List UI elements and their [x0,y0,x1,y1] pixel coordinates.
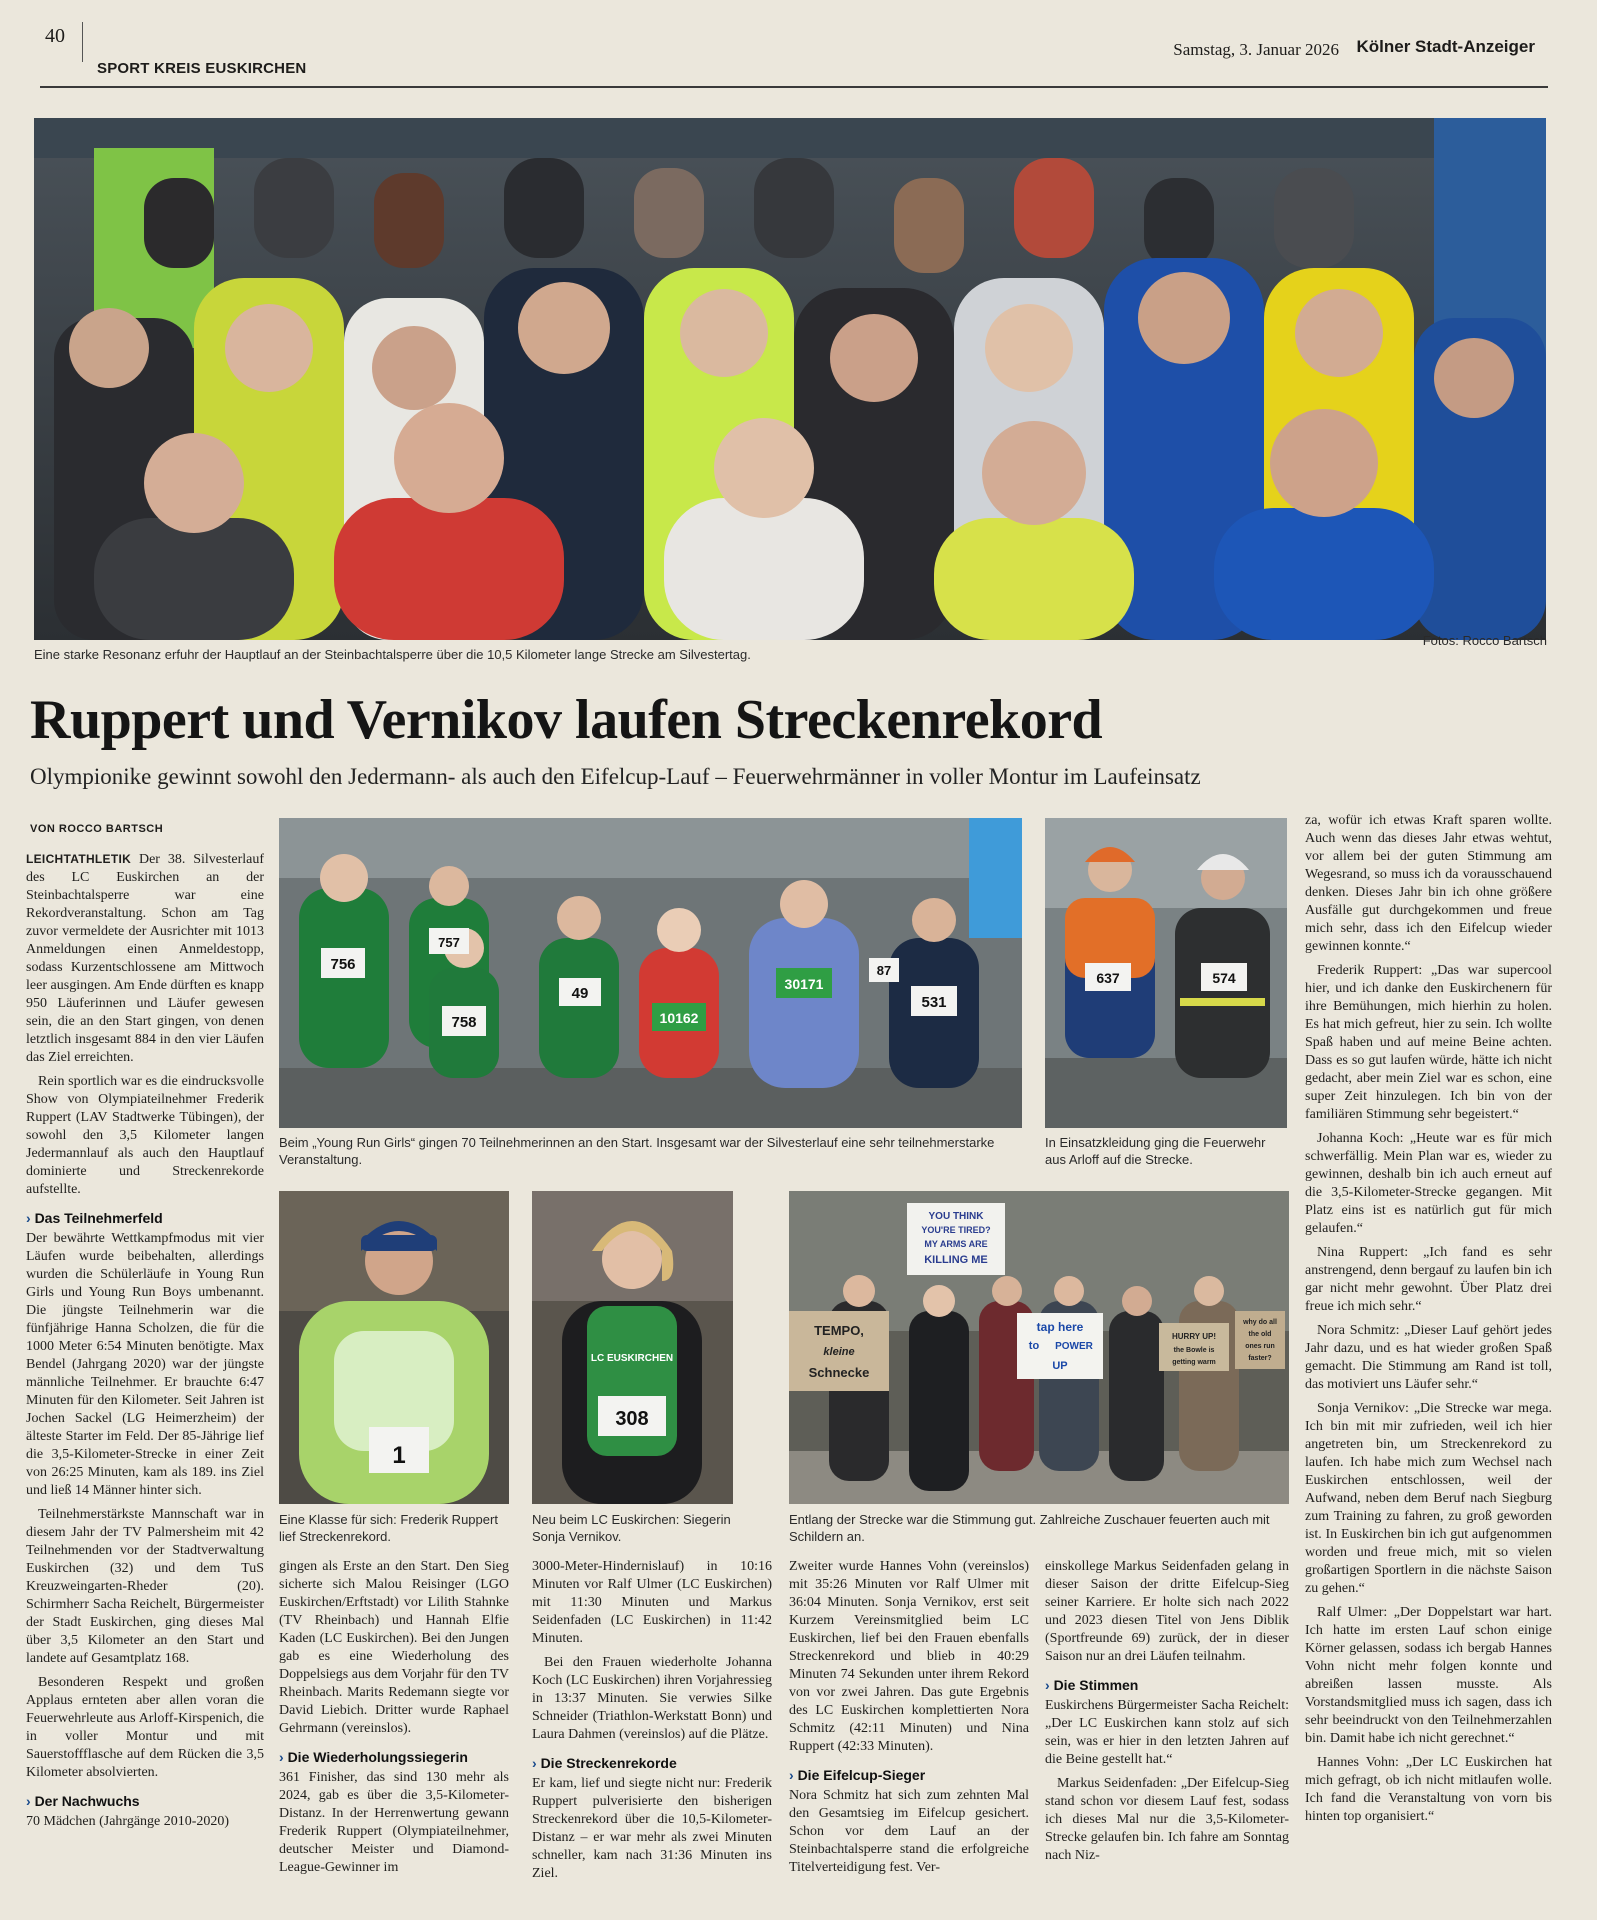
paragraph: Der bewährte Wettkampfmodus mit vier Läufen wurde beibehalten, allerdings wurden die Schülerläufe in Young Run Girls und Young Run Boys umbenannt. Die jüngste Teilnehmerin war die fünfjährige Hanna Scholzen, die für die 1000 Meter 6:54 Minuten benötigte. Max Bendel (Jahrgang 2020) war der jüngste männliche Teilnehmer. Er brauchte 6:47 Minuten für den Kilometer. Seit Jahren ist Jochen Sackel (LG Heimerzheim) der älteste Starter im Feld. Der 85-Jährige lief die 3,5-Kilometer-Strecke in einer Zeit von 26:25 Minuten, kam als 189. ins Ziel und ließ 14 Männer hinter sich. [26,1231,264,1498]
subheadline: Olympionike gewinnt sowohl den Jedermann- als auch den Eifelcup-Lauf – Feuerwehrmänner in voller Montur im Laufeinsatz [30,764,1201,789]
lead-text: Der 38. Silvesterlauf des LC Euskirchen an der Steinbachtalsperre war eine Rekordveranstaltung. Schon am Tag zuvor vermeldete der Ausrichter mit 1013 Anmeldungen einen Anmeldestopp, sodass Kurzentschlossene am Mittwoch leer ausgingen. Am Ende dürften es knapp 950 Läuferinnen und Läufer gewesen sein, die an den Start gingen, von denen letztlich insgesamt 884 in den vier Läufen das Ziel erreichten. [26,852,264,1065]
photo-frederik-ruppert [279,1191,509,1504]
sign5-line3: ones run [1245,1343,1275,1350]
bib-574: 574 [1212,970,1236,986]
sign5-line1: why do all [1243,1319,1277,1326]
paragraph: gingen als Erste an den Start. Den Sieg sicherte sich Malou Reisinger (LGO Euskirchen/Erftstadt) vor Lilith Stahnke (TV Rheinbach) und Hannah Elfie Kaden (LC Euskirchen). Bei den Jungen gab es eine Wiederholung des Doppelsiegs aus dem Vorjahr für den TV Rheinbach. Marits Redemann siegte vor David Liebich. Dritter wurde Raphael Gehrmann (vereinslos). [279,1559,509,1736]
sign5-line2: the old [1248,1331,1272,1338]
column-4 [789,1558,1029,1908]
bib-758: 758 [451,1014,477,1031]
paragraph: Markus Seidenfaden: „Der Eifelcup-Sieg stand schon vor diesem Lauf fest, sodass ich dieses Mal nur die 3,5-Kilometer-Strecke gelaufen bin. Ich fahre am Sonntag nach Niz- [1045,1776,1289,1863]
photo-sonja-vernikov [532,1191,733,1504]
sign2-line1: TEMPO, [814,1323,864,1338]
bib-10162: 10162 [659,1010,699,1026]
paragraph: Nora Schmitz hat sich zum zehnten Mal den Gesamtsieg im Eifelcup gesichert. Schon vor dem Lauf an der Steinbachtalsperre stand die erfolgreiche Titelverteidigung fest. Ver- [789,1788,1029,1875]
lead-runin: LEICHTATHLETIK [26,852,132,866]
bib-756: 756 [330,956,356,973]
paragraph: Zweiter wurde Hannes Vohn (vereinslos) mit 35:26 Minuten vor Ralf Ulmer mit 36:04 Minuten. Sonja Vernikov, erst seit Kurzem Vereinsmitglied beim LC Euskirchen, lief bei den Frauen ebenfalls Streckenrekord und blieb in 40:29 Minuten 74 Sekunden unter ihrem Rekord von vor zwei Jahren. Das gute Ergebnis des LC Euskirchen komplettierten Nora Schmitz (42:11 Minuten) und Nina Ruppert (42:33 Minuten). [789,1559,1029,1754]
newspaper-name: Kölner Stadt-Anzeiger [1356,37,1535,56]
page-number: 40 [45,25,65,47]
girls-photo-caption: Beim „Young Run Girls“ gingen 70 Teilnehmerinnen an den Start. Insgesamt war der Silvesterlauf eine sehr teilnehmerstarke Veranstaltung. [279,1135,995,1167]
sign2-line2: kleine [823,1346,855,1358]
subheading-stimmen: › Die Stimmen [1045,1676,1289,1694]
subheading-streckenrekorde: › Die Streckenrekorde [532,1754,772,1772]
photo-spectators-with-signs [789,1191,1289,1504]
sign3-line3: POWER [1055,1341,1093,1352]
photo-firefighters [1045,818,1287,1128]
bib-49: 49 [571,985,589,1002]
photo-young-run-girls [279,818,1022,1128]
paragraph: Bei den Frauen wiederholte Johanna Koch (LC Euskirchen) ihren Vorjahressieg in 13:37 Minuten. Sie verwies Silke Schneider (Triathlon-Werkstatt Bonn) und Laura Dahmen (vereinslos) auf die Plätze. [532,1655,772,1742]
main-photo-runners [34,118,1546,640]
sign2-line3: Schnecke [808,1365,870,1380]
subheading-eifelcup-sieger: › Die Eifelcup-Sieger [789,1766,1029,1784]
quote-ruppert: Frederik Ruppert: „Das war supercool hier, und ich danke den Euskirchenern für ihre Bemühungen, mich hierhin zu holen. Es hat mich gefreut, hier zu sein. Ich wollte Spaß haben und auf meine Beine achten. Dass es so gut laufen würde, hätte ich nicht gedacht, aber mein Ziel war es schon, eine super Zeit hinzulegen. Ich bin von der familiären Stimmung sehr begeistert.“ [1305,963,1552,1122]
lead-paragraph [26,850,264,1067]
paragraph: Er kam, lief und siegte nicht nur: Frederik Ruppert pulverisierte den bisherigen Streckenrekord über die 10,5-Kilometer-Distanz – er war mehr als zwei Minuten schneller, kam nach 31:36 Minuten ins Ziel. [532,1776,772,1881]
paragraph: Teilnehmerstärkste Mannschaft war in diesem Jahr der TV Palmersheim mit 42 Teilnehmenden vor der Stadtverwaltung Euskirchen (32) und dem TuS Kreuzweingarten-Rheder (20). Schirmherr Sacha Reichelt, Bürgermeister der Stadt Euskirchen, ging dieses Mal über 3,5 Kilometer an den Start und landete auf Gesamtplatz 168. [26,1507,264,1666]
column-2 [279,1558,509,1908]
paragraph: 3000-Meter-Hindernislauf) in 10:16 Minuten vor Ralf Ulmer (LC Euskirchen) mit 11:30 Minuten und Markus Seidenfaden (LC Euskirchen) in 11:42 Minuten. [532,1559,772,1646]
bib-1: 1 [392,1442,406,1469]
column-6 [1305,812,1552,1910]
paragraph: za, wofür ich etwas Kraft sparen wollte. Auch wenn das dieses Jahr etwas wehtut, vor allem bei der guten Stimmung am Wegesrand, so muss ich da vorausschauend denken. Dieses Jahr bin ich ohne größere Ausfälle gut durchgekommen und freue mich sehr, dass ich den Eifelcup wieder gewinnen konnte.“ [1305,813,1552,954]
paragraph: einskollege Markus Seidenfaden gelang in dieser Saison der dritte Eifelcup-Sieg seiner Karriere. Er holte sich nach 2022 und 2023 diesen Titel von Jens Diblik (Sportfreunde 69) zurück, der in dieser Saison nur an drei Läufen teilnahm. [1045,1559,1289,1664]
column-5 [1045,1558,1289,1908]
sign1-line2: YOU'RE TIRED? [921,1225,991,1235]
quote-ulmer: Ralf Ulmer: „Der Doppelstart war hart. Ich hatte im ersten Lauf schon einige Körner gelassen, sodass ich bergab Hannes Vohn nicht mehr folgen konnte und abreißen lassen musste. Als Vorstandsmitglied muss ich sagen, dass ich sehr beeindruckt von den Teilnehmerzahlen bin. Damit habe ich nicht gerechnet.“ [1305,1605,1552,1746]
bib-30171: 30171 [784,976,824,992]
sign1-line1: YOU THINK [928,1211,984,1222]
paragraph: Besonderen Respekt und großen Applaus ernteten aber allen voran die Feuerwehrleute aus Arloff-Kirspenich, die in voller Montur und mit Sauerstoffflasche auf dem Rücken die 3,5 Kilometer absolvierten. [26,1675,264,1780]
bib-87: 87 [876,963,892,978]
paragraph: Euskirchens Bürgermeister Sacha Reichelt: „Der LC Euskirchen kann stolz auf sich sein, was er hier in den letzten Jahren auf die Beine gestellt hat.“ [1045,1698,1289,1767]
spectators-photo-caption: Entlang der Strecke war die Stimmung gut. Zahlreiche Zuschauer feuerten auch mit Schildern an. [789,1512,1270,1544]
sign4-line2: the Bowle is [1173,1347,1215,1354]
bib-308: 308 [615,1408,649,1430]
sign5-line4: faster? [1248,1355,1272,1362]
sign3-line2: to [1028,1340,1040,1352]
bib-531: 531 [921,994,947,1011]
header-rule [40,86,1548,88]
bib-637: 637 [1096,970,1120,986]
shirt-text: LC EUSKIRCHEN [590,1353,674,1364]
sign3-line1: tap here [1036,1320,1084,1334]
section-name: SPORT KREIS EUSKIRCHEN [97,60,307,77]
subheading-nachwuchs: › Der Nachwuchs [26,1792,264,1810]
firefighters-photo-caption: In Einsatzkleidung ging die Feuerwehr aus Arloff auf die Strecke. [1045,1135,1266,1167]
quote-vohn: Hannes Vohn: „Der LC Euskirchen hat mich gefragt, ob ich nicht mitlaufen wolle. Ich fand die Veranstaltung von vorn bis hinten top organisiert.“ [1305,1755,1552,1824]
vernikov-photo-caption: Neu beim LC Euskirchen: Siegerin Sonja Vernikov. [532,1512,731,1544]
column-1 [26,850,264,1910]
sign1-line4: KILLING ME [924,1254,988,1266]
subheading-wiederholungssiegerin: › Die Wiederholungssiegerin [279,1748,509,1766]
quote-nina-ruppert: Nina Ruppert: „Ich fand es sehr anstrengend, denn bergauf zu laufen bin ich gar nicht mehr gewohnt. Über Platz drei freue ich mich sehr.“ [1305,1245,1552,1314]
sign1-line3: MY ARMS ARE [924,1239,988,1249]
subheading-teilnehmerfeld: › Das Teilnehmerfeld [26,1209,264,1227]
quote-schmitz: Nora Schmitz: „Dieser Lauf gehört jedes Jahr dazu, und es hat wieder großen Spaß gemacht. Die Stimmung am Rand ist toll, das motiviert uns Läufer sehr.“ [1305,1323,1552,1392]
paragraph: 70 Mädchen (Jahrgänge 2010-2020) [26,1814,230,1829]
byline: VON ROCCO BARTSCH [30,823,164,835]
paragraph: Rein sportlich war es die eindrucksvolle Show von Olympiateilnehmer Frederik Ruppert (LAV Stadtwerke Tübingen), der sowohl den 3,5 Kilometer langen Jedermannlauf als auch den Hauptlauf dominierte und Streckenrekorde aufstellte. [26,1074,264,1197]
bib-757: 757 [438,935,460,950]
headline: Ruppert und Vernikov laufen Streckenrekord [30,689,1103,751]
quote-koch: Johanna Koch: „Heute war es für mich schwerfällig. Mein Plan war es, wieder zu gewinnen, deshalb bin ich auch erneut auf die 3,5-Kilometer-Strecke gegangen. Mit Platz eins ist es natürlich gut für mich gelaufen.“ [1305,1131,1552,1236]
issue-date: Samstag, 3. Januar 2026 [1173,40,1339,59]
sign3-line4: UP [1052,1360,1068,1372]
photo-credit: Fotos: Rocco Bartsch [1422,633,1547,648]
main-photo-caption: Eine starke Resonanz erfuhr der Hauptlauf an der Steinbachtalsperre über die 10,5 Kilometer lange Strecke am Silvestertag. [34,647,751,662]
paragraph: 361 Finisher, das sind 130 mehr als 2024, gab es über die 3,5-Kilometer-Distanz. In der Herrenwertung gewann Frederik Ruppert (Olympiateilnehmer, deutscher Meister und Diamond-League-Gewinner im [279,1770,509,1875]
quote-vernikov: Sonja Vernikov: „Die Strecke war mega. Ich bin mit mir zufrieden, weil ich hier angetreten bin, um Streckenrekord zu laufen. Ich habe mich zum Wechsel nach Euskirchen entschlossen, weil der Aufwand, neben dem Beruf nach Siegburg zum Training zu fahren, zu groß geworden ist. In Euskirchen bin ich gut aufgenommen worden und freue mich, mit so vielen großartigen Sportlern in die nächste Saison zu gehen.“ [1305,1401,1552,1596]
sign4-line1: HURRY UP! [1171,1332,1217,1341]
sign4-line3: getting warm [1172,1359,1216,1366]
header-divider [82,22,83,62]
column-3 [532,1558,772,1908]
ruppert-photo-caption: Eine Klasse für sich: Frederik Ruppert lief Streckenrekord. [279,1512,498,1544]
